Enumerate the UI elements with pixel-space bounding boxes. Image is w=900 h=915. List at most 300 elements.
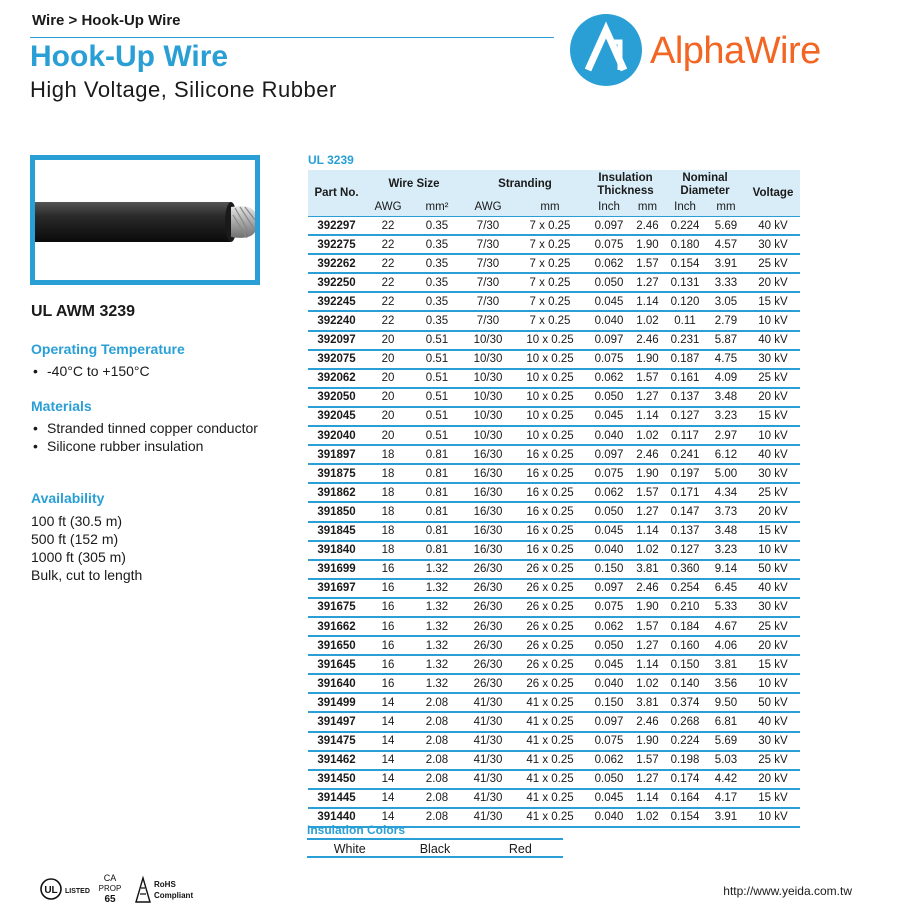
- strand-awg-cell: 26/30: [463, 598, 513, 617]
- mm2-cell: 0.51: [411, 369, 463, 388]
- part-no-cell: 392075: [308, 350, 365, 369]
- dia-inch-cell: 0.174: [664, 770, 706, 789]
- subheader-awg: AWG: [365, 199, 411, 217]
- materials-heading: Materials: [31, 398, 92, 414]
- awg-cell: 18: [365, 464, 411, 483]
- table-row: [308, 751, 800, 770]
- ins-inch-cell: 0.040: [587, 426, 631, 445]
- awg-cell: 14: [365, 751, 411, 770]
- strand-mm-cell: 26 x 0.25: [513, 655, 587, 674]
- ins-inch-cell: 0.097: [587, 712, 631, 731]
- ins-mm-cell: 1.57: [631, 254, 664, 273]
- mm2-cell: 0.81: [411, 541, 463, 560]
- ins-mm-cell: 1.02: [631, 311, 664, 330]
- svg-text:RoHS: RoHS: [154, 880, 176, 889]
- strand-mm-cell: 10 x 0.25: [513, 350, 587, 369]
- voltage-cell: 20 kV: [746, 502, 800, 521]
- part-no-cell: 391475: [308, 732, 365, 751]
- awg-cell: 18: [365, 445, 411, 464]
- op-temp-heading: Operating Temperature: [31, 341, 185, 357]
- strand-mm-cell: 10 x 0.25: [513, 331, 587, 350]
- table-row: [308, 388, 800, 407]
- part-no-cell: 392240: [308, 311, 365, 330]
- strand-awg-cell: 41/30: [463, 693, 513, 712]
- ins-mm-cell: 1.57: [631, 483, 664, 502]
- mm2-cell: 1.32: [411, 636, 463, 655]
- ins-inch-cell: 0.062: [587, 254, 631, 273]
- strand-awg-cell: 41/30: [463, 789, 513, 808]
- awg-cell: 14: [365, 732, 411, 751]
- voltage-cell: 30 kV: [746, 598, 800, 617]
- strand-awg-cell: 7/30: [463, 235, 513, 254]
- voltage-cell: 30 kV: [746, 464, 800, 483]
- ins-mm-cell: 1.14: [631, 789, 664, 808]
- strand-awg-cell: 10/30: [463, 407, 513, 426]
- dia-inch-cell: 0.184: [664, 617, 706, 636]
- dia-mm-cell: 3.91: [706, 808, 746, 827]
- strand-mm-cell: 26 x 0.25: [513, 579, 587, 598]
- dia-mm-cell: 5.69: [706, 732, 746, 751]
- ins-inch-cell: 0.097: [587, 217, 631, 236]
- strand-mm-cell: 26 x 0.25: [513, 598, 587, 617]
- dia-inch-cell: 0.241: [664, 445, 706, 464]
- table-row: [308, 217, 800, 236]
- voltage-cell: 50 kV: [746, 560, 800, 579]
- ins-mm-cell: 1.90: [631, 732, 664, 751]
- awg-cell: 20: [365, 426, 411, 445]
- mm2-cell: 2.08: [411, 693, 463, 712]
- strand-awg-cell: 7/30: [463, 311, 513, 330]
- ins-inch-cell: 0.075: [587, 732, 631, 751]
- dia-inch-cell: 0.131: [664, 273, 706, 292]
- table-row: [308, 770, 800, 789]
- strand-mm-cell: 41 x 0.25: [513, 693, 587, 712]
- dia-mm-cell: 3.91: [706, 254, 746, 273]
- strand-awg-cell: 7/30: [463, 254, 513, 273]
- strand-mm-cell: 41 x 0.25: [513, 712, 587, 731]
- strand-awg-cell: 10/30: [463, 369, 513, 388]
- strand-mm-cell: 41 x 0.25: [513, 770, 587, 789]
- voltage-cell: 40 kV: [746, 712, 800, 731]
- strand-awg-cell: 16/30: [463, 464, 513, 483]
- mm2-cell: 0.81: [411, 502, 463, 521]
- awg-cell: 22: [365, 311, 411, 330]
- dia-mm-cell: 3.48: [706, 522, 746, 541]
- mm2-cell: 2.08: [411, 712, 463, 731]
- part-no-cell: 391675: [308, 598, 365, 617]
- mm2-cell: 1.32: [411, 655, 463, 674]
- alphawire-logo: [566, 12, 856, 92]
- dia-mm-cell: 4.34: [706, 483, 746, 502]
- voltage-cell: 25 kV: [746, 254, 800, 273]
- strand-awg-cell: 10/30: [463, 426, 513, 445]
- dia-inch-cell: 0.117: [664, 426, 706, 445]
- dia-inch-cell: 0.11: [664, 311, 706, 330]
- page-title: Hook-Up Wire: [30, 40, 229, 73]
- strand-awg-cell: 41/30: [463, 751, 513, 770]
- part-no-cell: 391862: [308, 483, 365, 502]
- awg-cell: 20: [365, 331, 411, 350]
- dia-inch-cell: 0.137: [664, 522, 706, 541]
- mm2-cell: 0.35: [411, 235, 463, 254]
- ins-mm-cell: 3.81: [631, 693, 664, 712]
- ins-mm-cell: 1.27: [631, 502, 664, 521]
- table-row: [308, 273, 800, 292]
- op-temp-item: • -40°C to +150°C: [31, 362, 185, 380]
- strand-mm-cell: 16 x 0.25: [513, 502, 587, 521]
- table-row: [308, 655, 800, 674]
- voltage-cell: 10 kV: [746, 311, 800, 330]
- voltage-cell: 20 kV: [746, 770, 800, 789]
- strand-mm-cell: 7 x 0.25: [513, 254, 587, 273]
- color-option: Black: [419, 842, 451, 856]
- dia-inch-cell: 0.127: [664, 541, 706, 560]
- mm2-cell: 1.32: [411, 617, 463, 636]
- table-row: [308, 560, 800, 579]
- strand-awg-cell: 16/30: [463, 502, 513, 521]
- mm2-cell: 2.08: [411, 751, 463, 770]
- mm2-cell: 1.32: [411, 598, 463, 617]
- part-no-cell: 392062: [308, 369, 365, 388]
- dia-inch-cell: 0.140: [664, 674, 706, 693]
- voltage-cell: 10 kV: [746, 426, 800, 445]
- dia-inch-cell: 0.150: [664, 655, 706, 674]
- dia-inch-cell: 0.120: [664, 292, 706, 311]
- ins-mm-cell: 1.90: [631, 464, 664, 483]
- part-no-cell: 391645: [308, 655, 365, 674]
- svg-text:PROP: PROP: [98, 884, 122, 893]
- strand-awg-cell: 10/30: [463, 350, 513, 369]
- subheader-mm: mm: [706, 199, 746, 217]
- part-no-cell: 391640: [308, 674, 365, 693]
- subheader-inch: Inch: [587, 199, 631, 217]
- table-row: [308, 483, 800, 502]
- voltage-cell: 10 kV: [746, 808, 800, 827]
- ins-inch-cell: 0.045: [587, 407, 631, 426]
- mm2-cell: 2.08: [411, 808, 463, 827]
- mm2-cell: 2.08: [411, 732, 463, 751]
- strand-mm-cell: 16 x 0.25: [513, 464, 587, 483]
- table-row: [308, 445, 800, 464]
- mm2-cell: 0.35: [411, 292, 463, 311]
- ins-inch-cell: 0.040: [587, 674, 631, 693]
- voltage-cell: 15 kV: [746, 292, 800, 311]
- voltage-cell: 10 kV: [746, 541, 800, 560]
- strand-mm-cell: 41 x 0.25: [513, 808, 587, 827]
- table-row: [308, 693, 800, 712]
- dia-mm-cell: 9.14: [706, 560, 746, 579]
- mm2-cell: 0.51: [411, 426, 463, 445]
- dia-inch-cell: 0.360: [664, 560, 706, 579]
- table-row: [308, 617, 800, 636]
- part-no-cell: 391450: [308, 770, 365, 789]
- svg-text:CA: CA: [103, 873, 117, 883]
- table-row: [308, 292, 800, 311]
- awg-cell: 16: [365, 674, 411, 693]
- table-row: [308, 522, 800, 541]
- strand-mm-cell: 26 x 0.25: [513, 617, 587, 636]
- svg-text:LISTED: LISTED: [65, 888, 90, 895]
- color-option: White: [333, 842, 366, 856]
- table-row: [308, 464, 800, 483]
- table-row: [308, 311, 800, 330]
- awg-cell: 18: [365, 541, 411, 560]
- insulation-colors-caption: Insulation Colors: [307, 823, 406, 837]
- awg-cell: 14: [365, 789, 411, 808]
- awg-cell: 22: [365, 235, 411, 254]
- table-caption: UL 3239: [308, 153, 354, 167]
- dia-inch-cell: 0.154: [664, 808, 706, 827]
- ins-mm-cell: 1.27: [631, 636, 664, 655]
- mm2-cell: 0.35: [411, 311, 463, 330]
- part-no-header: Part No.: [308, 170, 365, 217]
- ins-inch-cell: 0.062: [587, 751, 631, 770]
- part-no-cell: 392097: [308, 331, 365, 350]
- table-row: [308, 369, 800, 388]
- availability-item: Bulk, cut to length: [31, 567, 143, 583]
- voltage-cell: 10 kV: [746, 674, 800, 693]
- mm2-cell: 1.32: [411, 579, 463, 598]
- ins-inch-cell: 0.097: [587, 579, 631, 598]
- dia-mm-cell: 6.45: [706, 579, 746, 598]
- part-no-cell: 391840: [308, 541, 365, 560]
- strand-mm-cell: 16 x 0.25: [513, 522, 587, 541]
- ins-mm-cell: 1.02: [631, 541, 664, 560]
- voltage-cell: 30 kV: [746, 350, 800, 369]
- strand-mm-cell: 26 x 0.25: [513, 636, 587, 655]
- dia-inch-cell: 0.154: [664, 254, 706, 273]
- ins-mm-cell: 1.02: [631, 426, 664, 445]
- ins-inch-cell: 0.045: [587, 292, 631, 311]
- table-row: [308, 789, 800, 808]
- strand-awg-cell: 26/30: [463, 674, 513, 693]
- svg-text:Compliant: Compliant: [154, 891, 194, 900]
- mm2-cell: 0.51: [411, 388, 463, 407]
- mm2-cell: 0.81: [411, 445, 463, 464]
- dia-mm-cell: 5.03: [706, 751, 746, 770]
- dia-mm-cell: 9.50: [706, 693, 746, 712]
- strand-awg-cell: 41/30: [463, 712, 513, 731]
- footer-url[interactable]: http://www.yeida.com.tw: [723, 884, 852, 898]
- awg-cell: 20: [365, 350, 411, 369]
- ins-mm-cell: 2.46: [631, 712, 664, 731]
- voltage-cell: 15 kV: [746, 522, 800, 541]
- ins-inch-cell: 0.050: [587, 636, 631, 655]
- dia-inch-cell: 0.127: [664, 407, 706, 426]
- voltage-cell: 40 kV: [746, 217, 800, 236]
- table-row: [308, 350, 800, 369]
- availability-item: 1000 ft (305 m): [31, 549, 126, 565]
- strand-awg-cell: 26/30: [463, 560, 513, 579]
- mm2-cell: 0.81: [411, 464, 463, 483]
- ins-mm-cell: 1.27: [631, 388, 664, 407]
- subheader-mm: mm: [513, 199, 587, 217]
- part-no-cell: 391697: [308, 579, 365, 598]
- strand-mm-cell: 10 x 0.25: [513, 407, 587, 426]
- voltage-cell: 50 kV: [746, 693, 800, 712]
- table-row: [308, 331, 800, 350]
- table-row: [308, 541, 800, 560]
- part-no-cell: 391897: [308, 445, 365, 464]
- part-no-cell: 391499: [308, 693, 365, 712]
- dia-inch-cell: 0.160: [664, 636, 706, 655]
- logo-wordmark: AlphaWire: [650, 30, 821, 72]
- awg-cell: 20: [365, 369, 411, 388]
- ins-inch-cell: 0.075: [587, 350, 631, 369]
- ins-inch-cell: 0.097: [587, 331, 631, 350]
- dia-mm-cell: 2.97: [706, 426, 746, 445]
- breadcrumb[interactable]: Wire > Hook-Up Wire: [32, 12, 181, 29]
- strand-awg-cell: 16/30: [463, 445, 513, 464]
- voltage-cell: 20 kV: [746, 636, 800, 655]
- header-divider: [30, 37, 554, 38]
- mm2-cell: 0.51: [411, 331, 463, 350]
- part-no-cell: 391875: [308, 464, 365, 483]
- mm2-cell: 1.32: [411, 674, 463, 693]
- dia-inch-cell: 0.137: [664, 388, 706, 407]
- awg-cell: 16: [365, 598, 411, 617]
- dia-mm-cell: 3.56: [706, 674, 746, 693]
- strand-awg-cell: 26/30: [463, 579, 513, 598]
- strand-mm-cell: 7 x 0.25: [513, 217, 587, 236]
- strand-mm-cell: 26 x 0.25: [513, 560, 587, 579]
- awg-cell: 20: [365, 407, 411, 426]
- ins-mm-cell: 1.90: [631, 350, 664, 369]
- mm2-cell: 0.51: [411, 407, 463, 426]
- strand-mm-cell: 10 x 0.25: [513, 369, 587, 388]
- mm2-cell: 2.08: [411, 770, 463, 789]
- voltage-cell: 40 kV: [746, 445, 800, 464]
- wire-product-image: [30, 155, 260, 285]
- strand-awg-cell: 16/30: [463, 541, 513, 560]
- strand-mm-cell: 41 x 0.25: [513, 751, 587, 770]
- ins-inch-cell: 0.040: [587, 541, 631, 560]
- strand-mm-cell: 41 x 0.25: [513, 789, 587, 808]
- ins-mm-cell: 2.46: [631, 217, 664, 236]
- voltage-cell: 40 kV: [746, 331, 800, 350]
- voltage-cell: 25 kV: [746, 483, 800, 502]
- dia-inch-cell: 0.198: [664, 751, 706, 770]
- strand-awg-cell: 7/30: [463, 292, 513, 311]
- strand-awg-cell: 10/30: [463, 388, 513, 407]
- awg-cell: 14: [365, 808, 411, 827]
- strand-mm-cell: 16 x 0.25: [513, 541, 587, 560]
- mm2-cell: 2.08: [411, 789, 463, 808]
- table-row: [308, 598, 800, 617]
- part-no-cell: 391662: [308, 617, 365, 636]
- awg-cell: 18: [365, 502, 411, 521]
- table-row: [308, 712, 800, 731]
- ins-inch-cell: 0.075: [587, 464, 631, 483]
- part-no-cell: 392275: [308, 235, 365, 254]
- dia-mm-cell: 3.81: [706, 655, 746, 674]
- ins-inch-cell: 0.075: [587, 598, 631, 617]
- mm2-cell: 1.32: [411, 560, 463, 579]
- dia-inch-cell: 0.171: [664, 483, 706, 502]
- dia-mm-cell: 3.33: [706, 273, 746, 292]
- dia-inch-cell: 0.164: [664, 789, 706, 808]
- voltage-cell: 20 kV: [746, 273, 800, 292]
- dia-mm-cell: 5.00: [706, 464, 746, 483]
- table-row: [308, 235, 800, 254]
- dia-mm-cell: 6.12: [706, 445, 746, 464]
- voltage-cell: 15 kV: [746, 407, 800, 426]
- mm2-cell: 0.81: [411, 522, 463, 541]
- dia-inch-cell: 0.224: [664, 217, 706, 236]
- dia-inch-cell: 0.254: [664, 579, 706, 598]
- awg-cell: 20: [365, 388, 411, 407]
- spec-table: [308, 170, 800, 828]
- part-no-cell: 392040: [308, 426, 365, 445]
- table-row: [308, 636, 800, 655]
- availability-heading: Availability: [31, 490, 105, 506]
- dia-mm-cell: 5.87: [706, 331, 746, 350]
- part-no-cell: 391497: [308, 712, 365, 731]
- strand-mm-cell: 16 x 0.25: [513, 445, 587, 464]
- part-no-cell: 392250: [308, 273, 365, 292]
- ins-mm-cell: 1.57: [631, 617, 664, 636]
- strand-awg-cell: 16/30: [463, 522, 513, 541]
- ins-mm-cell: 1.02: [631, 674, 664, 693]
- ins-inch-cell: 0.050: [587, 770, 631, 789]
- ins-inch-cell: 0.150: [587, 693, 631, 712]
- alphawire-logo-icon: [566, 12, 646, 92]
- part-no-cell: 392050: [308, 388, 365, 407]
- dia-inch-cell: 0.224: [664, 732, 706, 751]
- dia-inch-cell: 0.161: [664, 369, 706, 388]
- table-row: [308, 732, 800, 751]
- strand-awg-cell: 10/30: [463, 331, 513, 350]
- strand-mm-cell: 7 x 0.25: [513, 273, 587, 292]
- ins-mm-cell: 1.14: [631, 292, 664, 311]
- insulation-colors-row: [307, 838, 563, 858]
- awg-cell: 22: [365, 217, 411, 236]
- awg-cell: 16: [365, 655, 411, 674]
- strand-awg-cell: 7/30: [463, 273, 513, 292]
- dia-inch-cell: 0.187: [664, 350, 706, 369]
- ins-mm-cell: 1.27: [631, 770, 664, 789]
- table-row: [308, 407, 800, 426]
- dia-inch-cell: 0.231: [664, 331, 706, 350]
- dia-mm-cell: 3.23: [706, 407, 746, 426]
- materials-item: • Silicone rubber insulation: [31, 437, 271, 455]
- ins-mm-cell: 2.46: [631, 331, 664, 350]
- ins-inch-cell: 0.097: [587, 445, 631, 464]
- subheader-awg: AWG: [463, 199, 513, 217]
- ins-inch-cell: 0.045: [587, 655, 631, 674]
- awg-cell: 16: [365, 636, 411, 655]
- table-row: [308, 579, 800, 598]
- strand-mm-cell: 7 x 0.25: [513, 235, 587, 254]
- dia-inch-cell: 0.197: [664, 464, 706, 483]
- dia-inch-cell: 0.210: [664, 598, 706, 617]
- ins-mm-cell: 3.81: [631, 560, 664, 579]
- ins-mm-cell: 1.14: [631, 655, 664, 674]
- ins-mm-cell: 1.14: [631, 522, 664, 541]
- strand-mm-cell: 41 x 0.25: [513, 732, 587, 751]
- dia-mm-cell: 4.17: [706, 789, 746, 808]
- strand-mm-cell: 26 x 0.25: [513, 674, 587, 693]
- part-no-cell: 392045: [308, 407, 365, 426]
- materials-item: • Stranded tinned copper conductor: [31, 419, 271, 437]
- dia-mm-cell: 4.57: [706, 235, 746, 254]
- table-row: [308, 254, 800, 273]
- ins-mm-cell: 1.27: [631, 273, 664, 292]
- strand-awg-cell: 7/30: [463, 217, 513, 236]
- ins-inch-cell: 0.050: [587, 502, 631, 521]
- page-subtitle: High Voltage, Silicone Rubber: [30, 77, 337, 102]
- part-no-cell: 392245: [308, 292, 365, 311]
